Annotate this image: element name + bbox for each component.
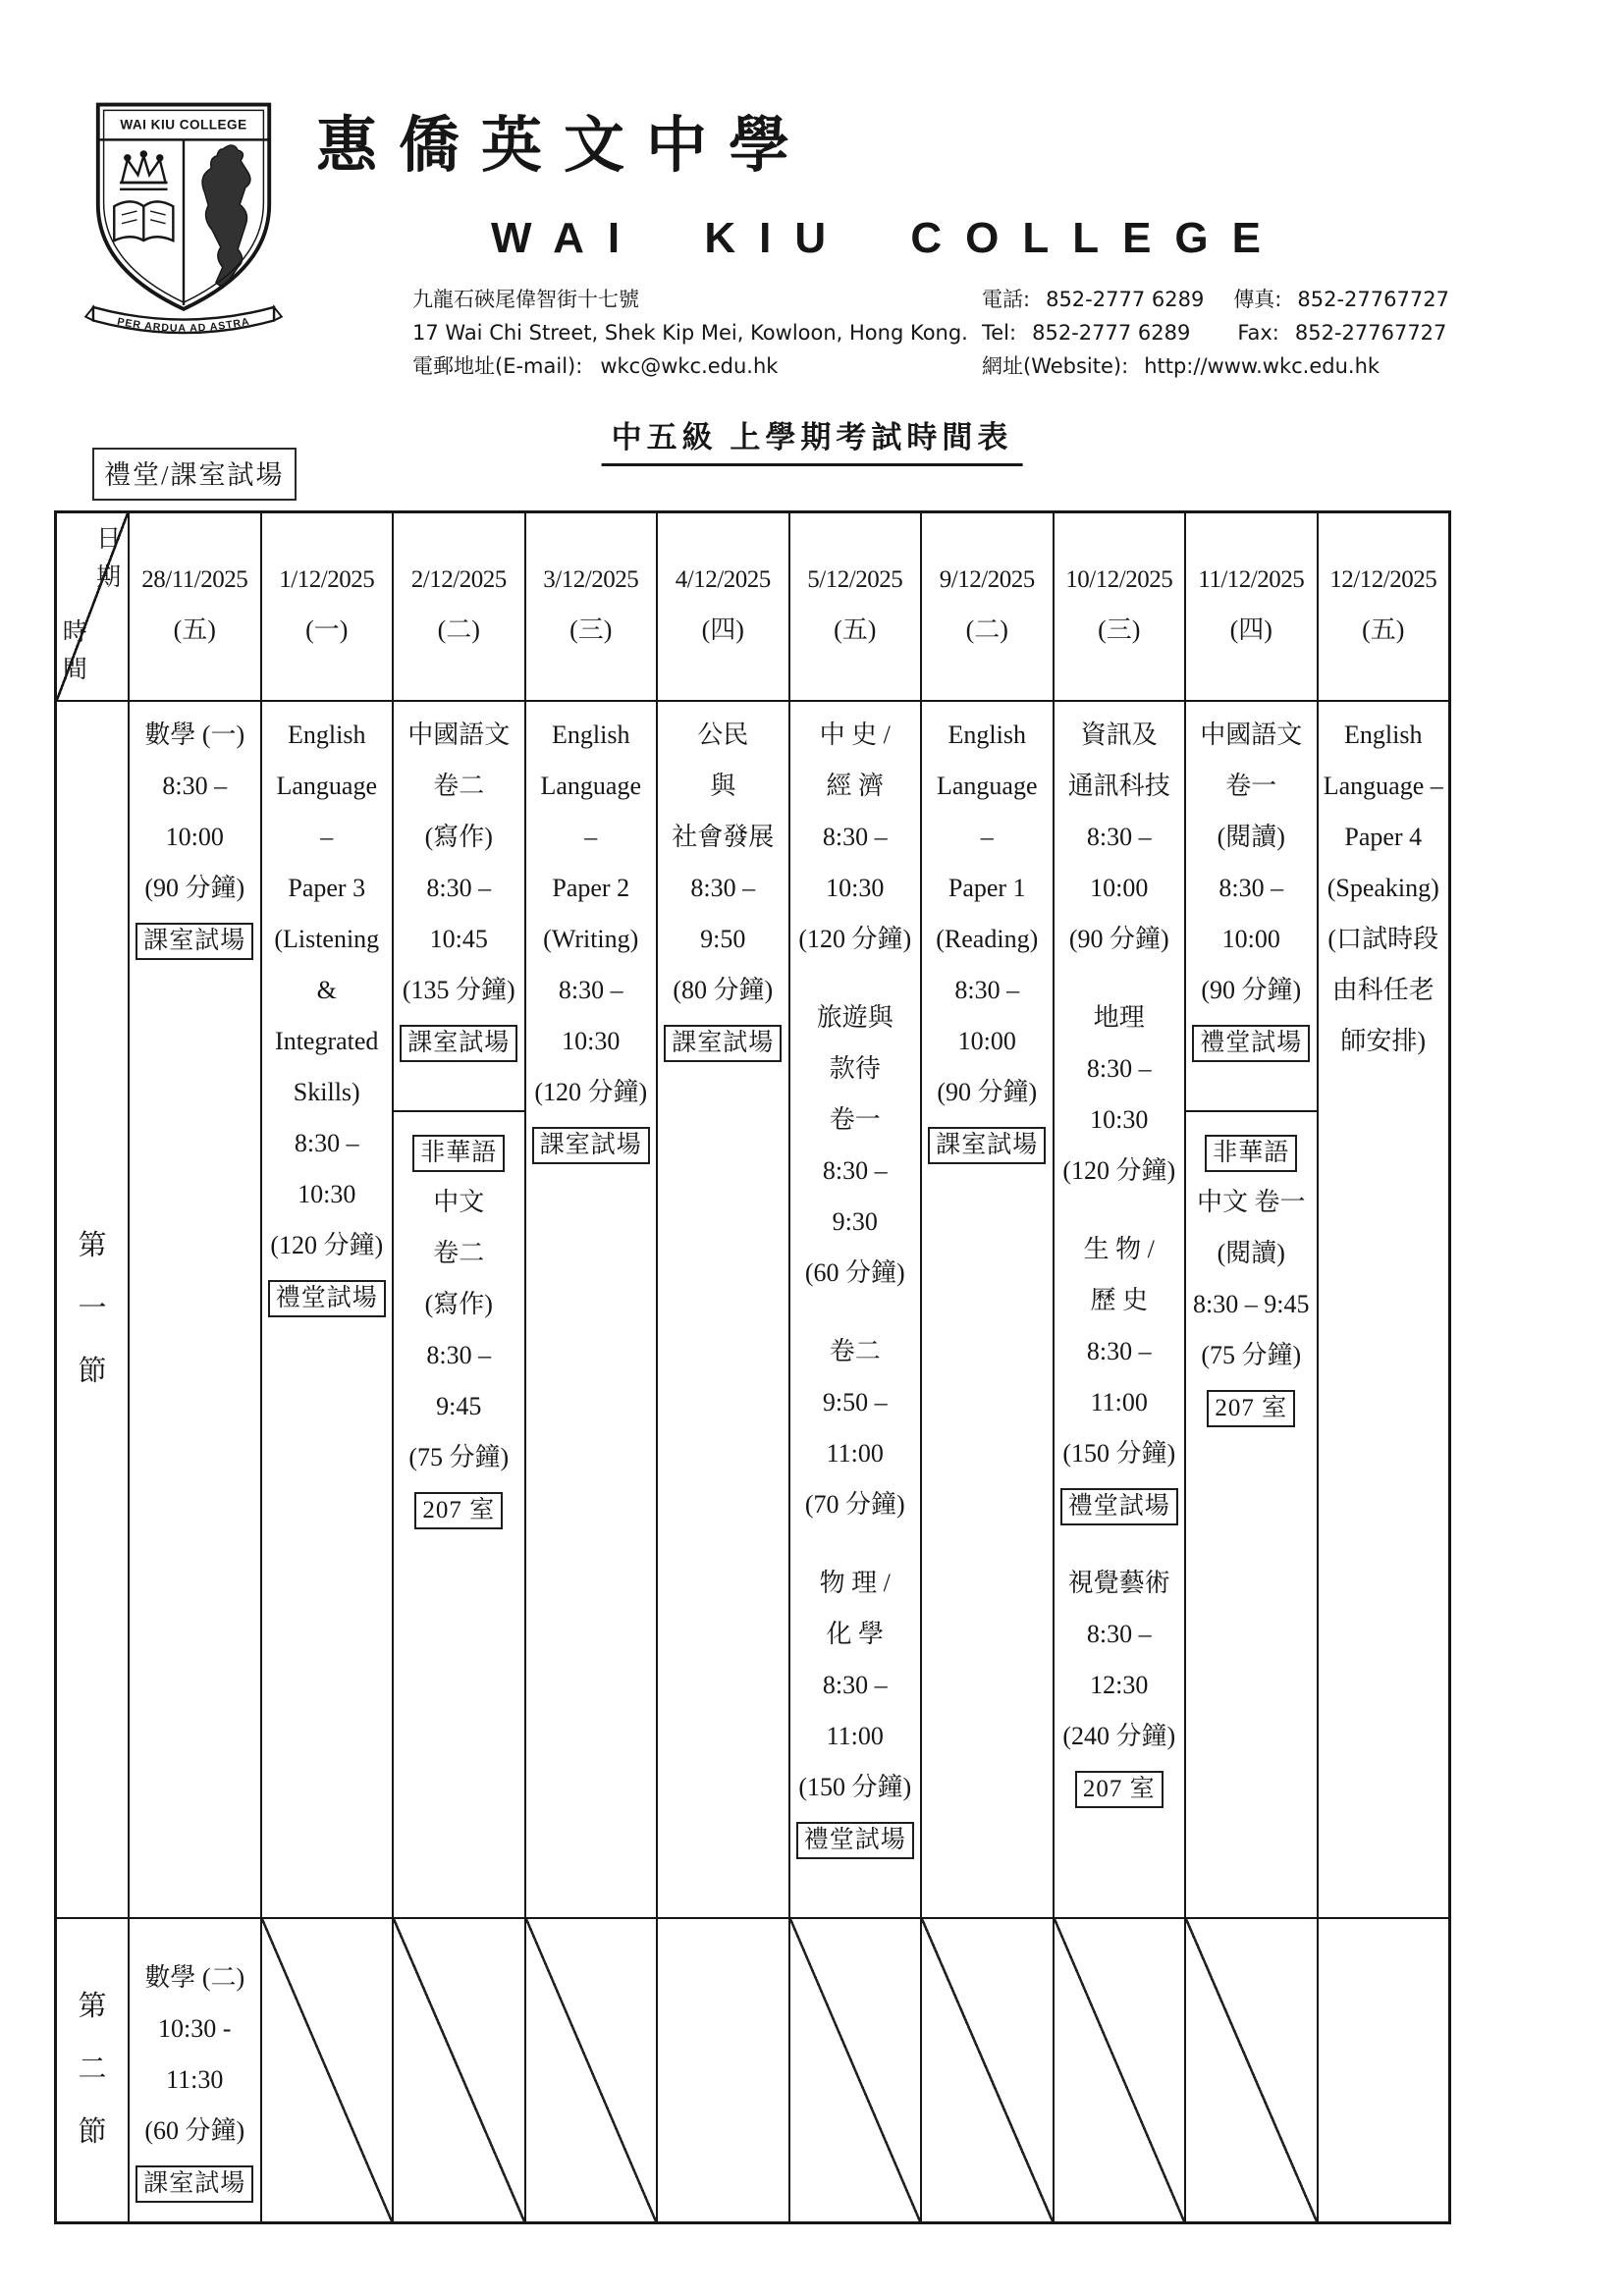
date-label: 28/11/2025 [141, 566, 248, 593]
exam-line: 8:30 – [954, 976, 1020, 1004]
contact-block [982, 283, 1449, 383]
exam-line: Language [276, 772, 377, 800]
period-2-label: 第二節 [78, 1991, 107, 2148]
exam-line: 9:30 [832, 1207, 878, 1236]
exam-line [268, 1271, 386, 1322]
exam-line: 9:45 [436, 1392, 482, 1420]
exam-line: 8:30 – [1086, 1054, 1152, 1083]
venue-tag: 禮堂試場 [1192, 1025, 1310, 1062]
exam-block [394, 1110, 524, 1534]
motto-ribbon [85, 307, 282, 335]
exam-line: 8:30 – [558, 976, 623, 1004]
weekday-label: (五) [173, 615, 216, 644]
corner-header-cell [57, 513, 128, 700]
period2-cell [790, 1917, 921, 2221]
exam-line: (120 分鐘) [1062, 1156, 1176, 1185]
exam-line: (120 分鐘) [798, 925, 912, 953]
exam-line: 中 史 / [819, 721, 891, 749]
exam-line: (90 分鐘) [1068, 925, 1169, 953]
exam-line: (Speaking) [1326, 874, 1439, 902]
period1-cell [394, 700, 524, 1917]
fax-value: 852-27767727 [1297, 288, 1449, 311]
exam-day-column [392, 513, 524, 2221]
exam-line: 師安排) [1340, 1027, 1427, 1055]
exam-line: 社會發展 [672, 823, 775, 851]
phone-value-english: 852-2777 6289 [1032, 321, 1191, 345]
school-name-english: WAI KIU COLLEGE [491, 214, 1284, 262]
exam-line: 數學 (一) [144, 721, 245, 749]
school-crest [82, 90, 285, 336]
address-block [412, 283, 968, 383]
exam-block [1055, 1224, 1185, 1530]
date-header-cell [1319, 513, 1449, 700]
period-label-column [57, 513, 128, 2221]
venue-tag: 207 室 [414, 1492, 503, 1529]
date-header-cell [130, 513, 260, 700]
exam-line [532, 1118, 650, 1169]
weekday-label: (四) [1229, 615, 1272, 644]
phone-label-english: Tel: [982, 321, 1017, 345]
exam-line: Paper 3 [288, 874, 366, 902]
exam-block [790, 1558, 921, 1864]
period2-cell [1319, 1917, 1449, 2221]
exam-line: Paper 1 [947, 874, 1026, 902]
period-1-label-cell [57, 700, 128, 1917]
exam-line: (60 分鐘) [144, 2116, 245, 2145]
venue-tag: 課室試場 [135, 2165, 253, 2203]
exam-line: 中國語文 [407, 721, 511, 749]
venue-tag: 非華語 [1205, 1135, 1297, 1172]
date-header-cell [262, 513, 393, 700]
exam-line [135, 2157, 253, 2208]
date-label: 2/12/2025 [410, 566, 507, 593]
exam-line: 10:30 [1090, 1105, 1149, 1134]
exam-line: (寫作) [424, 823, 493, 851]
exam-line: English [552, 721, 630, 749]
diagonal-slash-icon [262, 1919, 393, 2221]
school-name-chinese: 惠僑英文中學 [316, 113, 812, 180]
exam-block [658, 710, 788, 1067]
fax-label-english: Fax: [1237, 321, 1279, 345]
exam-line: 10:30 [562, 1027, 621, 1055]
phone-fax-row-english [982, 316, 1449, 349]
exam-line: 8:30 – [426, 1341, 492, 1369]
weekday-label: (二) [965, 615, 1008, 644]
date-label: 11/12/2025 [1198, 566, 1305, 593]
exam-line: 中文 [433, 1188, 485, 1216]
exam-block [790, 992, 921, 1299]
exam-block [922, 710, 1053, 1169]
time-axis-label: 時間 [62, 618, 87, 684]
exam-block [394, 710, 524, 1067]
exam-line: Paper 2 [552, 874, 630, 902]
date-header-cell [526, 513, 657, 700]
venue-tag: 課室試場 [532, 1127, 650, 1164]
exam-day-column [524, 513, 657, 2221]
weekday-label: (二) [437, 615, 480, 644]
period2-cell [1055, 1917, 1185, 2221]
venue-tag: 課室試場 [135, 923, 253, 960]
diagonal-slash-icon [526, 1919, 657, 2221]
exam-block [1055, 710, 1185, 965]
exam-line: (90 分鐘) [144, 874, 245, 902]
diagonal-slash-icon [1186, 1919, 1317, 2221]
period1-cell [1186, 700, 1317, 1917]
exam-line: 視覺藝術 [1067, 1569, 1170, 1597]
exam-line: 8:30 – [1086, 1337, 1152, 1365]
exam-line [1060, 1479, 1178, 1530]
exam-day-column [1053, 513, 1185, 2221]
crest-banner-text: WAI KIU COLLEGE [120, 117, 247, 133]
exam-line: 8:30 – [822, 1671, 888, 1699]
exam-line: (Writing) [543, 925, 639, 953]
exam-line: 地理 [1093, 1003, 1145, 1032]
exam-line: (Reading) [936, 925, 1039, 953]
exam-line: 11:00 [826, 1722, 884, 1750]
exam-line: 公民 [697, 721, 749, 749]
exam-line: 8:30 – [1218, 874, 1284, 902]
period2-cell [262, 1917, 393, 2221]
exam-block [1186, 1110, 1317, 1432]
exam-line: 12:30 [1090, 1671, 1149, 1699]
period2-cell [526, 1917, 657, 2221]
exam-line: English [947, 721, 1026, 749]
date-label: 3/12/2025 [543, 566, 639, 593]
exam-line: 通訊科技 [1067, 772, 1170, 800]
exam-line: (寫作) [424, 1290, 493, 1318]
exam-line: 8:30 – [822, 1156, 888, 1185]
website-row [982, 349, 1449, 383]
exam-line: 中國語文 [1200, 721, 1303, 749]
exam-line: 8:30 – [690, 874, 756, 902]
exam-line: (90 分鐘) [1201, 976, 1302, 1004]
exam-line: 物 理 / [819, 1569, 891, 1597]
weekday-label: (五) [834, 615, 877, 644]
page-title: 中五級 上學期考試時間表 [602, 412, 1023, 466]
exam-line: 10:30 - [158, 2014, 232, 2043]
exam-line: 8:30 – [1086, 823, 1152, 851]
exam-line: – [980, 823, 994, 851]
date-header-cell [658, 513, 788, 700]
exam-line: 化 學 [826, 1620, 884, 1648]
period1-cell [658, 700, 788, 1917]
period2-cell [130, 1917, 260, 2221]
exam-line: Skills) [293, 1078, 360, 1106]
exam-block [790, 1326, 921, 1530]
date-header-cell [394, 513, 524, 700]
exam-line: 卷一 [1225, 772, 1277, 800]
period-1-label: 第一節 [78, 1230, 107, 1387]
exam-day-column [128, 513, 260, 2221]
exam-line: 旅遊與 [816, 1003, 893, 1032]
address-chinese: 九龍石硤尾偉智街十七號 [412, 288, 639, 311]
exam-line: 8:30 – [822, 823, 888, 851]
venue-tag: 課室試場 [928, 1127, 1046, 1164]
date-header-cell [1055, 513, 1185, 700]
exam-line [1192, 1016, 1310, 1067]
exam-line: 卷二 [829, 1337, 881, 1365]
fax-value-english: 852-27767727 [1294, 321, 1447, 345]
exam-line: 8:30 – 9:45 [1193, 1290, 1310, 1318]
exam-line [664, 1016, 782, 1067]
exam-line: 卷二 [433, 1239, 485, 1267]
date-label: 12/12/2025 [1329, 566, 1437, 593]
exam-line: – [584, 823, 598, 851]
exam-line [796, 1813, 914, 1864]
exam-day-column [788, 513, 921, 2221]
period1-cell [130, 700, 260, 1917]
exam-line: 經 濟 [826, 772, 884, 800]
website-value: http://www.wkc.edu.hk [1144, 354, 1380, 378]
period2-cell [658, 1917, 788, 2221]
exam-line: 11:00 [1090, 1388, 1148, 1416]
exam-line: Paper 4 [1344, 823, 1423, 851]
exam-line [400, 1016, 517, 1067]
date-axis-label: 日期 [96, 526, 122, 591]
exam-line: 8:30 – [1086, 1620, 1152, 1648]
exam-line: (240 分鐘) [1062, 1722, 1176, 1750]
diagonal-slash-icon [922, 1919, 1053, 2221]
exam-line: 10:00 [1221, 925, 1280, 953]
weekday-label: (五) [1362, 615, 1405, 644]
exam-line: (80 分鐘) [673, 976, 774, 1004]
exam-line: 與 [710, 772, 736, 800]
rampant-lion-icon [202, 145, 250, 286]
exam-block [130, 710, 260, 965]
phone-label-chinese: 電話: [982, 288, 1031, 311]
venue-tag: 非華語 [412, 1135, 505, 1172]
exam-day-column [260, 513, 393, 2221]
exam-day-column [1317, 513, 1449, 2221]
exam-block [130, 1952, 260, 2208]
date-label: 5/12/2025 [807, 566, 903, 593]
venue-tag: 課室試場 [664, 1025, 782, 1062]
venue-tag: 課室試場 [400, 1025, 517, 1062]
exam-line: (70 分鐘) [804, 1490, 905, 1519]
exam-line: 8:30 – [162, 772, 228, 800]
diagonal-slash-icon [790, 1919, 921, 2221]
exam-block [790, 710, 921, 965]
period1-cell [1055, 700, 1185, 1917]
weekday-label: (四) [701, 615, 744, 644]
exam-line [1075, 1762, 1164, 1813]
venue-tag: 207 室 [1207, 1390, 1295, 1427]
exam-line [414, 1483, 503, 1534]
exam-line: Integrated [275, 1027, 379, 1055]
address-english: 17 Wai Chi Street, Shek Kip Mei, Kowloon, Hong Kong. [412, 321, 968, 345]
exam-line: Language [936, 772, 1038, 800]
exam-line: 款待 [829, 1054, 881, 1083]
venue-tag: 禮堂試場 [268, 1280, 386, 1317]
email-label: 電郵地址(E-mail): [412, 354, 583, 378]
exam-block [1186, 710, 1317, 1067]
exam-line: 10:30 [826, 874, 885, 902]
diagonal-slash-icon [394, 1919, 524, 2221]
weekday-label: (一) [305, 615, 349, 644]
period1-cell [1319, 700, 1449, 1917]
exam-line: 由科任老 [1331, 976, 1435, 1004]
email-value: wkc@wkc.edu.hk [600, 354, 779, 378]
email-row [412, 349, 968, 383]
exam-line: 卷二 [433, 772, 485, 800]
diagonal-slash-icon [1055, 1919, 1185, 2221]
exam-line: 資訊及 [1080, 721, 1158, 749]
date-label: 4/12/2025 [675, 566, 771, 593]
exam-line: 9:50 – [822, 1388, 888, 1416]
exam-line: 中文 卷一 [1196, 1188, 1306, 1216]
exam-line: (75 分鐘) [408, 1443, 510, 1471]
exam-line: (75 分鐘) [1201, 1341, 1302, 1369]
period1-cell [262, 700, 393, 1917]
website-label: 網址(Website): [982, 354, 1129, 378]
exam-line [928, 1118, 1046, 1169]
exam-line: (150 分鐘) [1062, 1439, 1176, 1468]
exam-block [262, 710, 393, 1322]
exam-day-column [1184, 513, 1317, 2221]
exam-line: (60 分鐘) [804, 1258, 905, 1287]
exam-line: 9:50 [700, 925, 746, 953]
venue-legend-tag: 禮堂/課室試場 [92, 448, 297, 501]
exam-line: 10:00 [165, 823, 224, 851]
phone-fax-row-chinese [982, 283, 1449, 316]
exam-day-column [656, 513, 788, 2221]
exam-line: 11:00 [826, 1439, 884, 1468]
exam-block [1319, 710, 1449, 1067]
exam-line: Language [540, 772, 641, 800]
fax-label-chinese: 傳真: [1233, 288, 1282, 311]
exam-line: (口試時段 [1327, 925, 1439, 953]
exam-line: Language – [1323, 772, 1443, 800]
exam-line: (90 分鐘) [937, 1078, 1038, 1106]
exam-line: (閱讀) [1217, 1239, 1285, 1267]
date-header-cell [922, 513, 1053, 700]
period1-cell [922, 700, 1053, 1917]
crest-motto-text: PER ARDUA AD ASTRA [116, 315, 251, 335]
exam-line: 卷一 [829, 1105, 881, 1134]
weekday-label: (三) [569, 615, 613, 644]
exam-line: English [1344, 721, 1423, 749]
exam-line: 8:30 – [294, 1129, 359, 1157]
exam-line [1205, 1126, 1297, 1177]
date-label: 1/12/2025 [279, 566, 375, 593]
exam-line: (120 分鐘) [270, 1231, 384, 1259]
exam-line: 數學 (二) [144, 1963, 245, 1992]
exam-block [1055, 1558, 1185, 1813]
exam-line: 11:30 [166, 2065, 224, 2094]
date-label: 10/12/2025 [1065, 566, 1173, 593]
phone-value: 852-2777 6289 [1046, 288, 1205, 311]
exam-line: – [320, 823, 334, 851]
exam-line: 生 物 / [1083, 1235, 1155, 1263]
period1-cell [790, 700, 921, 1917]
weekday-label: (三) [1098, 615, 1141, 644]
exam-line [412, 1126, 505, 1177]
crown-icon [120, 151, 167, 188]
period-2-label-cell [57, 1917, 128, 2221]
exam-line: (閱讀) [1217, 823, 1285, 851]
exam-line: 歷 史 [1090, 1286, 1148, 1314]
date-header-cell [1186, 513, 1317, 700]
period2-cell [1186, 1917, 1317, 2221]
venue-tag: 禮堂試場 [796, 1822, 914, 1859]
exam-line: 10:45 [429, 925, 488, 953]
exam-line: (120 分鐘) [534, 1078, 648, 1106]
venue-tag: 禮堂試場 [1060, 1488, 1178, 1525]
exam-line: (135 分鐘) [402, 976, 515, 1004]
exam-day-column [920, 513, 1053, 2221]
open-book-icon [114, 201, 173, 240]
exam-line: & [316, 976, 337, 1004]
venue-tag: 207 室 [1075, 1771, 1164, 1808]
exam-line [135, 914, 253, 965]
date-label: 9/12/2025 [939, 566, 1035, 593]
exam-line: 8:30 – [426, 874, 492, 902]
period2-cell [922, 1917, 1053, 2221]
exam-block [526, 710, 657, 1169]
exam-line: 10:00 [957, 1027, 1016, 1055]
exam-line: 10:30 [298, 1180, 356, 1208]
period2-cell [394, 1917, 524, 2221]
period1-cell [526, 700, 657, 1917]
date-header-cell [790, 513, 921, 700]
exam-line: English [288, 721, 366, 749]
exam-line: (Listening [274, 925, 380, 953]
exam-line: 10:00 [1090, 874, 1149, 902]
exam-block [1055, 992, 1185, 1197]
exam-timetable [54, 510, 1451, 2224]
exam-line [1207, 1381, 1295, 1432]
exam-line: (150 分鐘) [798, 1773, 912, 1801]
